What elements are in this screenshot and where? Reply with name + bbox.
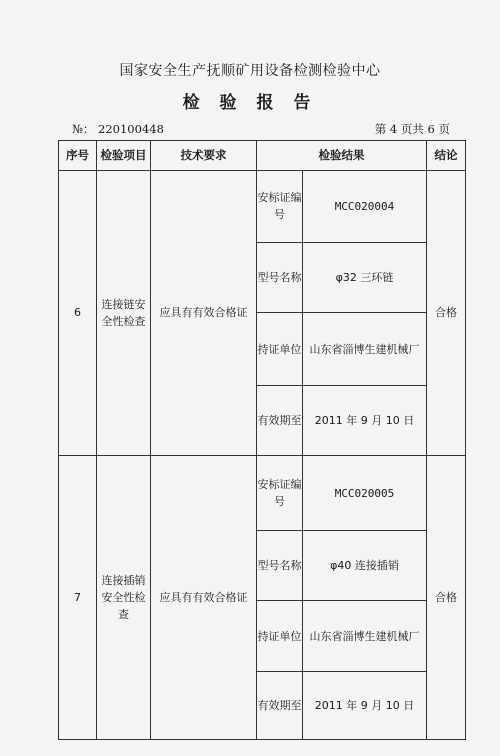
result-label: 型号名称 (257, 243, 303, 313)
result-label: 安标证编号 (257, 170, 303, 242)
report-title: 检 验 报 告 (182, 93, 318, 113)
result-value: MCC020004 (303, 170, 427, 242)
result-value: 山东省淄博生建机械厂 (303, 601, 427, 672)
result-value: MCC020005 (303, 455, 427, 530)
inspection-table (58, 140, 466, 740)
inspection-item: 连接插销安全性检查 (97, 455, 151, 739)
report-number: №： 220100448 (72, 122, 164, 136)
col-header-requirement: 技术要求 (151, 141, 257, 171)
inspection-item: 连接链安全性检查 (97, 170, 151, 455)
result-label: 型号名称 (257, 531, 303, 601)
col-header-no: 序号 (59, 141, 97, 171)
result-value: 山东省淄博生建机械厂 (303, 312, 427, 385)
row-number: 7 (59, 455, 97, 739)
result-label: 持证单位 (257, 601, 303, 672)
result-value: 2011 年 9 月 10 日 (303, 672, 427, 740)
result-label: 持证单位 (257, 312, 303, 385)
result-value: φ32 三环链 (303, 243, 427, 313)
conclusion: 合格 (427, 455, 466, 739)
table-row (59, 455, 466, 530)
table-row (59, 170, 466, 242)
result-value: φ40 连接插销 (303, 531, 427, 601)
table-header-row (59, 141, 466, 171)
result-label: 有效期至 (257, 386, 303, 456)
conclusion: 合格 (427, 170, 466, 455)
technical-requirement: 应具有有效合格证 (151, 455, 257, 739)
row-number: 6 (59, 170, 97, 455)
col-header-conclusion: 结论 (427, 141, 466, 171)
result-label: 安标证编号 (257, 455, 303, 530)
organization-name: 国家安全生产抚顺矿用设备检测检验中心 (119, 63, 381, 79)
page-info: 第 4 页共 6 页 (374, 122, 450, 136)
technical-requirement: 应具有有效合格证 (151, 170, 257, 455)
result-value: 2011 年 9 月 10 日 (303, 386, 427, 456)
result-label: 有效期至 (257, 672, 303, 740)
col-header-result: 检验结果 (257, 141, 427, 171)
col-header-item: 检验项目 (97, 141, 151, 171)
